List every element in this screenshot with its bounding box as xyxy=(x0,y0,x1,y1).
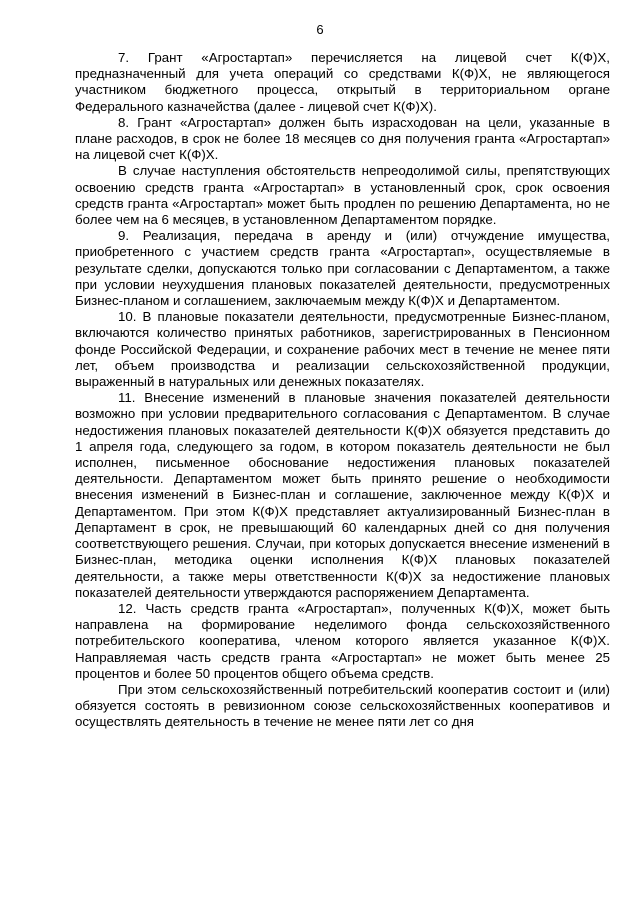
paragraph-11: 11. Внесение изменений в плановые значения показателей деятельности возможно при условии предварительного согласования с Департаментом. В случае недостижения плановых показателей деятельности К(Ф)Х обязуется представить до 1 апреля года, следующего за годом, в котором показатель деятельности не был исполнен, письменное обоснование недостижения плановых показателей деятельности. Департаментом может быть принято решение о необходимости внесения изменений в Бизнес-план и соглашение, заключенное между К(Ф)Х и Департаментом. При этом К(Ф)Х представляет актуализированный Бизнес-план в Департамент в срок, не превышающий 60 календарных дней со дня получения соответствующего решения. Случаи, при которых допускается внесение изменений в Бизнес-план, методика оценки исполнения К(Ф)Х плановых показателей деятельности, а также меры ответственности К(Ф)Х за недостижение плановых показателей деятельности утверждаются распоряжением Департамента. xyxy=(75,390,610,600)
paragraph-12-cooperative: При этом сельскохозяйственный потребительский кооператив состоит и (или) обязуется состоять в ревизионном союзе сельскохозяйственных кооперативов и осуществлять деятельность в течение не менее пяти лет со дня xyxy=(75,681,610,730)
paragraph-7: 7. Грант «Агростартап» перечисляется на лицевой счет К(Ф)Х, предназначенный для учета операций со средствами К(Ф)Х, не являющегося участником бюджетного процесса, открытый в территориальном органе Федерального казначейства (далее - лицевой счет К(Ф)Х). xyxy=(75,50,610,114)
paragraph-8-force-majeure: В случае наступления обстоятельств непреодолимой силы, препятствующих освоению средств гранта «Агростартап» в установленный срок, срок освоения средств гранта «Агростартап» может быть продлен по решению Департамента, но не более чем на 6 месяцев, в установленном Департаментом порядке. xyxy=(75,163,610,228)
paragraph-8: 8. Грант «Агростартап» должен быть израсходован на цели, указанные в плане расходов, в срок не более 18 месяцев со дня получения гранта «Агростартап» на лицевой счет К(Ф)Х. xyxy=(75,114,610,163)
page-number: 6 xyxy=(316,22,324,37)
document-body xyxy=(75,50,610,731)
paragraph-12: 12. Часть средств гранта «Агростартап», полученных К(Ф)Х, может быть направлена на формирование неделимого фонда сельскохозяйственного потребительского кооператива, членом которого является указанное К(Ф)Х. Направляемая часть средств гранта «Агростартап» не может быть менее 25 процентов и более 50 процентов общего объема средств. xyxy=(75,600,610,681)
paragraph-9: 9. Реализация, передача в аренду и (или) отчуждение имущества, приобретенного с участием средств гранта «Агростартап», осуществляемые в результате сделки, допускаются только при согласовании с Департаментом, а также при условии неухудшения плановых показателей деятельности, предусмотренных Бизнес-планом и соглашением, заключаемым между К(Ф)Х и Департаментом. xyxy=(75,228,610,309)
paragraph-10: 10. В плановые показатели деятельности, предусмотренные Бизнес-планом, включаются количество принятых работников, зарегистрированных в Пенсионном фонде Российской Федерации, и сохранение рабочих мест в течение не менее пяти лет, объем производства и реализации сельскохозяйственной продукции, выраженный в натуральных или денежных показателях. xyxy=(75,309,610,390)
